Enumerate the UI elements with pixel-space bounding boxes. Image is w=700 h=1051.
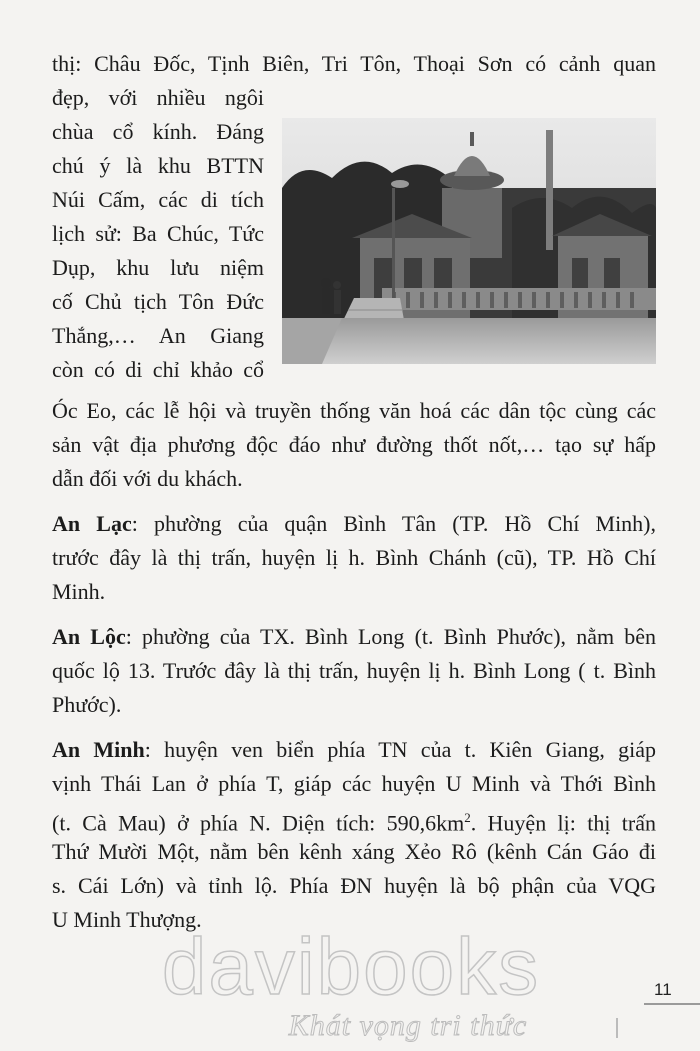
an-minh-line-4: Thứ Mười Một, nằm bên kênh xáng Xẻo Rô (kênh Cán Gáo đi	[52, 839, 656, 864]
intro-line-6: lịch sử: Ba Chúc, Tức	[52, 221, 264, 246]
an-loc-line-2: quốc lộ 13. Trước đây là thị trấn, huyện lị h. Bình Long ( t. Bình	[52, 658, 656, 683]
an-minh-line-3-a: (t. Cà Mau) ở phía N. Diện tích: 590,6km	[52, 810, 465, 836]
temple-photo	[282, 118, 656, 364]
intro-line-7: Dụp, khu lưu niệm	[52, 255, 264, 280]
an-lac-line-1	[52, 507, 656, 541]
an-minh-line-2: vịnh Thái Lan ở phía T, giáp các huyện U Minh và Thới Bình	[52, 771, 656, 796]
watermark-tagline: Khát vọng tri thức	[288, 1009, 528, 1042]
intro-line-3: chùa cổ kính. Đáng	[52, 119, 264, 144]
an-loc-line-1-rest: : phường của TX. Bình Long (t. Bình Phước), nằm bên	[125, 624, 656, 649]
an-lac-line-3: Minh.	[52, 579, 106, 604]
intro-line-4: chú ý là khu BTTN	[52, 153, 264, 178]
intro-line-13: dẫn đối với du khách.	[52, 466, 243, 491]
intro-line-1: thị: Châu Đốc, Tịnh Biên, Tri Tôn, Thoại Sơn có cảnh quan	[52, 51, 656, 76]
an-minh-line-3-b: . Huyện lị: thị trấn	[470, 810, 656, 836]
intro-line-5: Núi Cấm, các di tích	[52, 187, 264, 212]
an-minh-line-1	[52, 733, 656, 767]
an-minh-line-5: s. Cái Lớn) và tỉnh lộ. Phía ĐN huyện là bộ phận của VQG	[52, 873, 656, 898]
an-lac-line-1-rest: : phường của quận Bình Tân (TP. Hồ Chí Minh),	[131, 511, 657, 536]
intro-line-9: Thắng,… An Giang	[52, 323, 264, 348]
scan-mark	[616, 1018, 618, 1038]
intro-line-12: sản vật địa phương độc đáo như đường thốt nốt,… tạo sự hấp	[52, 432, 656, 457]
an-lac-term: An Lạc	[52, 511, 132, 536]
superscript-2: 2	[464, 810, 471, 825]
an-loc-line-3: Phước).	[52, 692, 122, 717]
watermark-logo: davibooks	[161, 922, 541, 1011]
intro-line-8: cố Chủ tịch Tôn Đức	[52, 289, 264, 314]
an-minh-line-6: U Minh Thượng.	[52, 907, 202, 932]
stone-pillar	[546, 130, 553, 250]
intro-line-2: đẹp, với nhiều ngôi	[52, 85, 264, 110]
visitor-figure	[322, 288, 330, 314]
an-lac-line-2: trước đây là thị trấn, huyện lị h. Bình Chánh (cũ), TP. Hồ Chí	[52, 545, 656, 570]
an-minh-line-1-rest: : huyện ven biển phía TN của t. Kiên Giang, giáp	[144, 737, 656, 762]
intro-line-11: Óc Eo, các lễ hội và truyền thống văn hoá các dân tộc cùng các	[52, 398, 656, 423]
intro-line-10: còn có di chỉ khảo cổ	[52, 357, 264, 382]
an-minh-term: An Minh	[52, 737, 145, 762]
page-number-rule	[644, 1003, 700, 1005]
an-loc-line-1	[52, 620, 656, 654]
an-loc-term: An Lộc	[52, 624, 126, 649]
page-number: 11	[654, 980, 672, 999]
